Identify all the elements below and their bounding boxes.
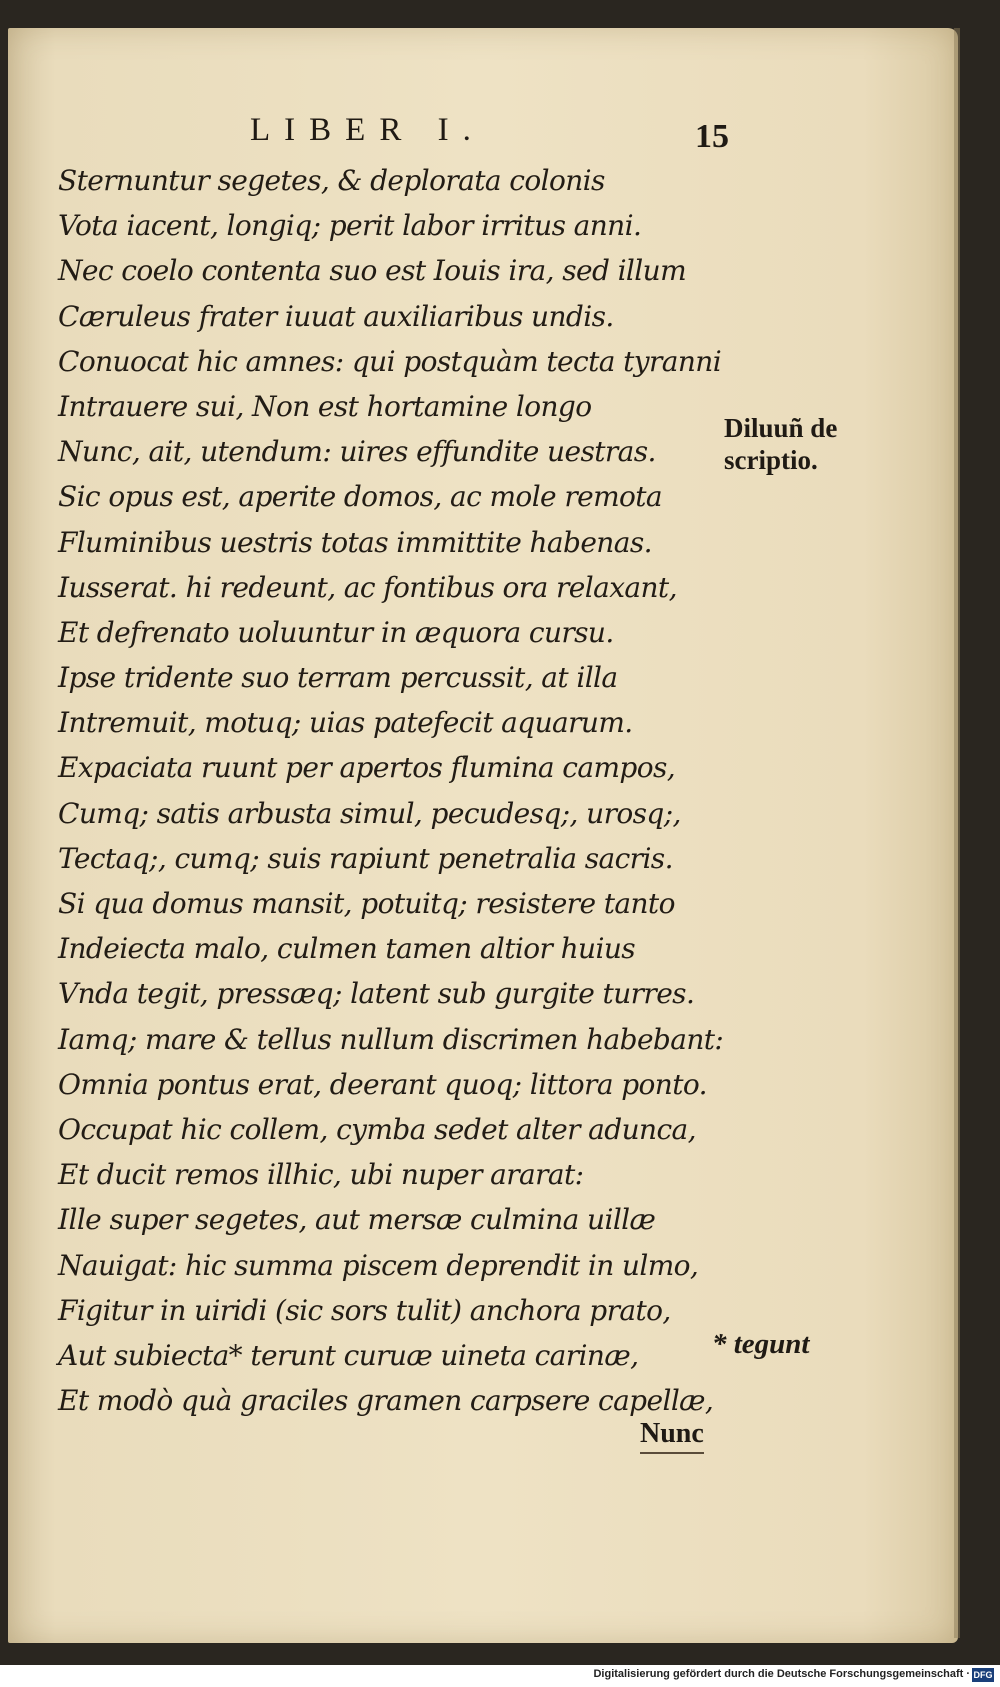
verse-line: Figitur in uiridi (sic sors tulit) anchora prato, bbox=[58, 1293, 671, 1327]
verse-line: Nunc, ait, utendum: uires effundite uestras. bbox=[58, 435, 656, 469]
verse-line: Et modò quà graciles gramen carpsere capellæ, bbox=[58, 1384, 714, 1418]
verse-line: Fluminibus uestris totas immittite habenas. bbox=[58, 525, 652, 559]
verse-line: Expaciata ruunt per apertos flumina campos, bbox=[58, 751, 676, 785]
verse-line: Et defrenato uoluuntur in æquora cursu. bbox=[58, 615, 614, 649]
verse-line: Vota iacent, longiq; perit labor irritus anni. bbox=[58, 209, 642, 243]
verse-line: Intremuit, motuq; uias patefecit aquarum. bbox=[58, 706, 633, 740]
page-gutter-edge bbox=[954, 28, 960, 1638]
catchword: Nunc bbox=[640, 1418, 704, 1454]
running-head: LIBER I. bbox=[250, 112, 485, 148]
verse-line: Si qua domus mansit, potuitq; resistere tanto bbox=[58, 887, 675, 920]
verse-line: Et ducit remos illhic, ubi nuper ararat: bbox=[58, 1158, 584, 1192]
verse-line: Omnia pontus erat, deerant quoq; littora ponto. bbox=[58, 1067, 707, 1101]
verse-line: Sternuntur segetes, & deplorata colonis bbox=[58, 164, 605, 197]
verse-line: Aut subiecta* terunt curuæ uineta carinæ, bbox=[58, 1338, 639, 1372]
digitization-credit: Digitalisierung gefördert durch die Deutsche Forschungsgemeinschaft · bbox=[593, 1668, 970, 1680]
verse-line: Occupat hic collem, cymba sedet alter adunca, bbox=[58, 1112, 696, 1146]
verse-line: Nec coelo contenta suo est Iouis ira, sed illum bbox=[58, 254, 687, 288]
marginal-sidenote bbox=[724, 412, 837, 476]
verse-line: Indeiecta malo, culmen tamen altior huius bbox=[58, 932, 636, 966]
variant-reading-note: * tegunt bbox=[712, 1328, 810, 1360]
verse-line: Ille super segetes, aut mersæ culmina uillæ bbox=[58, 1203, 656, 1237]
sidenote-line: scriptio. bbox=[724, 445, 818, 475]
verse-line: Tectaq;, cumq; suis rapiunt penetralia sacris. bbox=[58, 841, 673, 875]
folio-number: 15 bbox=[695, 118, 729, 155]
sidenote-line: Diluuñ de bbox=[724, 413, 838, 443]
verse-line: Ipse tridente suo terram percussit, at illa bbox=[58, 661, 618, 695]
verse-line: Iamq; mare & tellus nullum discrimen habebant: bbox=[58, 1022, 724, 1056]
verse-list bbox=[58, 158, 724, 1423]
verse-line: Sic opus est, aperite domos, ac mole remota bbox=[58, 480, 663, 514]
verse-line: Intrauere sui, Non est hortamine longo bbox=[58, 389, 592, 423]
verse-line: Conuocat hic amnes: qui postquàm tecta tyranni bbox=[58, 344, 722, 378]
verse-line: Nauigat: hic summa piscem deprendit in ulmo, bbox=[58, 1248, 699, 1282]
verse-line: Iusserat. hi redeunt, ac fontibus ora relaxant, bbox=[58, 570, 677, 604]
verse-line: Vnda tegit, pressæq; latent sub gurgite turres. bbox=[58, 977, 695, 1011]
verse-line: Cæruleus frater iuuat auxiliaribus undis. bbox=[58, 299, 614, 333]
dfg-logo: DFG bbox=[973, 1670, 993, 1680]
verse-line: Cumq; satis arbusta simul, pecudesq;, urosq;, bbox=[58, 796, 681, 830]
